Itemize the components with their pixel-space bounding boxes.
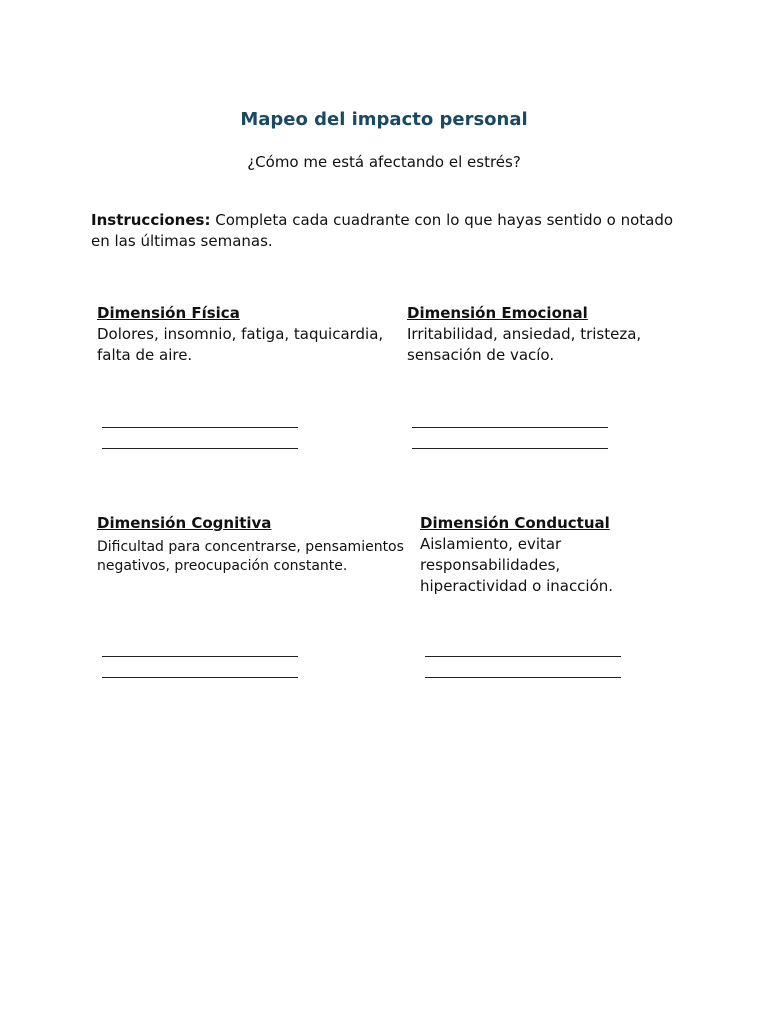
page-subtitle: ¿Cómo me está afectando el estrés? — [247, 153, 521, 171]
quadrant-description: Dificultad para concentrarse, pensamientos negativos, preocupación constante. — [97, 539, 404, 574]
quadrant-conductual — [420, 513, 650, 597]
answer-line[interactable] — [102, 448, 298, 449]
answer-line[interactable] — [425, 677, 621, 678]
quadrant-description: Dolores, insomnio, fatiga, taquicardia, falta de aire. — [97, 325, 384, 364]
quadrant-title: Dimensión Cognitiva — [97, 514, 272, 532]
quadrant-description: Aislamiento, evitar responsabilidades, hiperactividad o inacción. — [420, 535, 614, 595]
instructions-label: Instrucciones: — [91, 211, 211, 229]
quadrant-fisica — [97, 303, 397, 366]
instructions — [91, 210, 691, 252]
quadrant-cognitiva — [97, 513, 407, 576]
quadrant-title: Dimensión Física — [97, 304, 240, 322]
quadrant-title: Dimensión Conductual — [420, 514, 610, 532]
quadrant-emocional — [407, 303, 667, 366]
answer-line[interactable] — [102, 427, 298, 428]
page-title: Mapeo del impacto personal — [240, 109, 528, 130]
answer-line[interactable] — [102, 677, 298, 678]
quadrant-description: Irritabilidad, ansiedad, tristeza, sensación de vacío. — [407, 325, 642, 364]
answer-line[interactable] — [102, 656, 298, 657]
answer-line[interactable] — [412, 427, 608, 428]
instructions-text: Completa cada cuadrante con lo que hayas sentido o notado en las últimas semanas. — [91, 211, 674, 250]
answer-line[interactable] — [425, 656, 621, 657]
quadrant-title: Dimensión Emocional — [407, 304, 588, 322]
answer-line[interactable] — [412, 448, 608, 449]
